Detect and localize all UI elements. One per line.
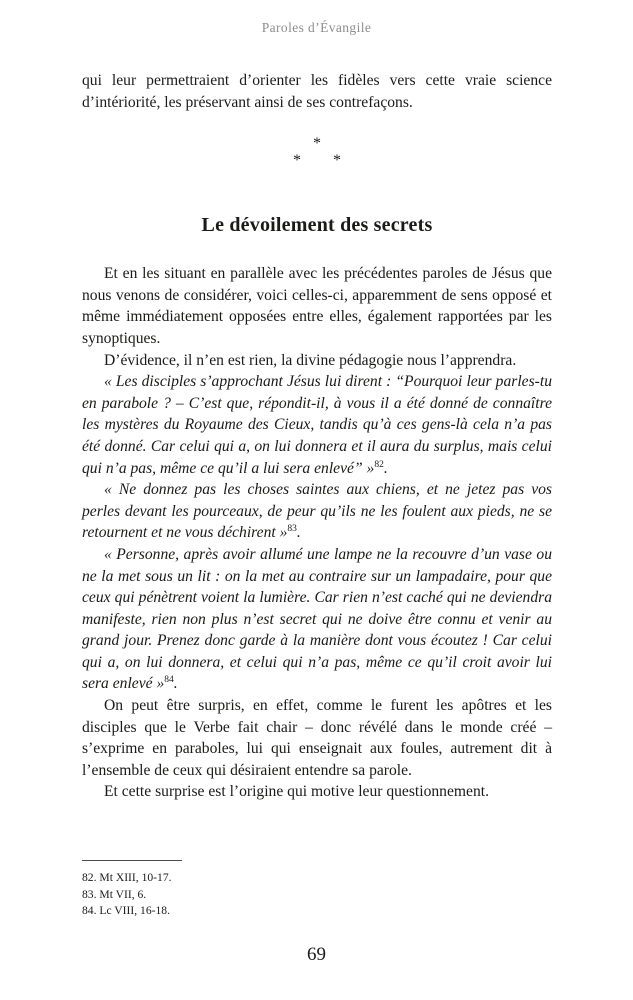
footnote-item: 84. Lc VIII, 16-18. <box>82 904 171 917</box>
paragraph-3: D’évidence, il n’en est rien, la divine pédagogie nous l’apprendra. <box>104 351 517 369</box>
footnote-separator-rule <box>82 860 182 861</box>
asterism-divider <box>82 135 552 169</box>
running-header: Paroles d’Évangile <box>261 20 372 35</box>
asterism-top-row: * <box>313 135 321 153</box>
quote-2-terminator: . <box>296 524 301 542</box>
text-block <box>82 70 552 803</box>
footnote-item: 83. Mt VII, 6. <box>82 887 147 901</box>
footnote-marker-84[interactable]: 84 <box>164 675 174 686</box>
paragraph-5: Et cette surprise est l’origine qui motive leur questionnement. <box>104 783 489 801</box>
quote-3-terminator: . <box>173 675 178 693</box>
paragraph-2: Et en les situant en parallèle avec les précédentes paroles de Jésus que nous venons de considérer, voici celles-ci, apparemment de sens opposé et même immédiatement opposées entre elles, également rapportées par les synoptiques. <box>82 265 552 347</box>
footnote-section <box>82 860 552 920</box>
footnote-marker-82[interactable]: 82 <box>374 459 384 470</box>
scripture-quote-1 <box>82 371 552 479</box>
paragraph-continuation: qui leur permettraient d’orienter les fidèles vers cette vraie science d’intériorité, les préservant ainsi de ses contrefaçons. <box>82 72 552 111</box>
quote-2-text: « Ne donnez pas les choses saintes aux chiens, et ne jetez pas vos perles devant les pourceaux, de peur qu’ils ne les foulent aux pieds, ne se retournent et ne vous déchirent » <box>82 481 552 542</box>
quote-3-text: « Personne, après avoir allumé une lampe ne la recouvre d’un vase ou ne la met sous un lit : on la met au contraire sur un lampadaire, pour que ceux qui pénètrent voient la lumière. Car rien n’est caché qui ne deviendra manifeste, rien non plus n’est secret qui ne doive être connu et venir au grand jour. Prenez donc garde à la manière dont vous écoutez ! Car celui qui a, on lui donnera, et celui qui n’a pas, même ce qu’il croit avoir lui sera enlevé » <box>82 545 552 693</box>
page-number: 69 <box>307 944 326 965</box>
footnote-marker-83[interactable]: 83 <box>287 524 297 535</box>
asterism-bottom-row: * * <box>293 152 355 170</box>
scripture-quote-3 <box>82 544 552 695</box>
section-heading: Le dévoilement des secrets <box>201 214 433 237</box>
scripture-quote-2 <box>82 479 552 544</box>
footnote-item: 82. Mt XIII, 10-17. <box>82 871 172 884</box>
paragraph-4: On peut être surpris, en effet, comme le furent les apôtres et les disciples que le Verbe fait chair – donc révélé dans le monde créé – s’exprime en paraboles, lui qui enseignait aux foules, autrement dit à l’ensemble de ceux qui désiraient entendre sa parole. <box>82 697 552 779</box>
quote-1-terminator: . <box>383 459 388 477</box>
quote-1-text: « Les disciples s’approchant Jésus lui dirent : “Pourquoi leur parles-tu en parabole ? – C’est que, répondit-il, à vous il a été donné de connaître les mystères du Royaume des Cieux, tandis qu’à ces gens-là cela n’a pas été donné. Car celui qui a, on lui donnera et il aura du surplus, mais celui qui n’a pas, même ce qu’il a lui sera enlevé” » <box>82 373 552 477</box>
